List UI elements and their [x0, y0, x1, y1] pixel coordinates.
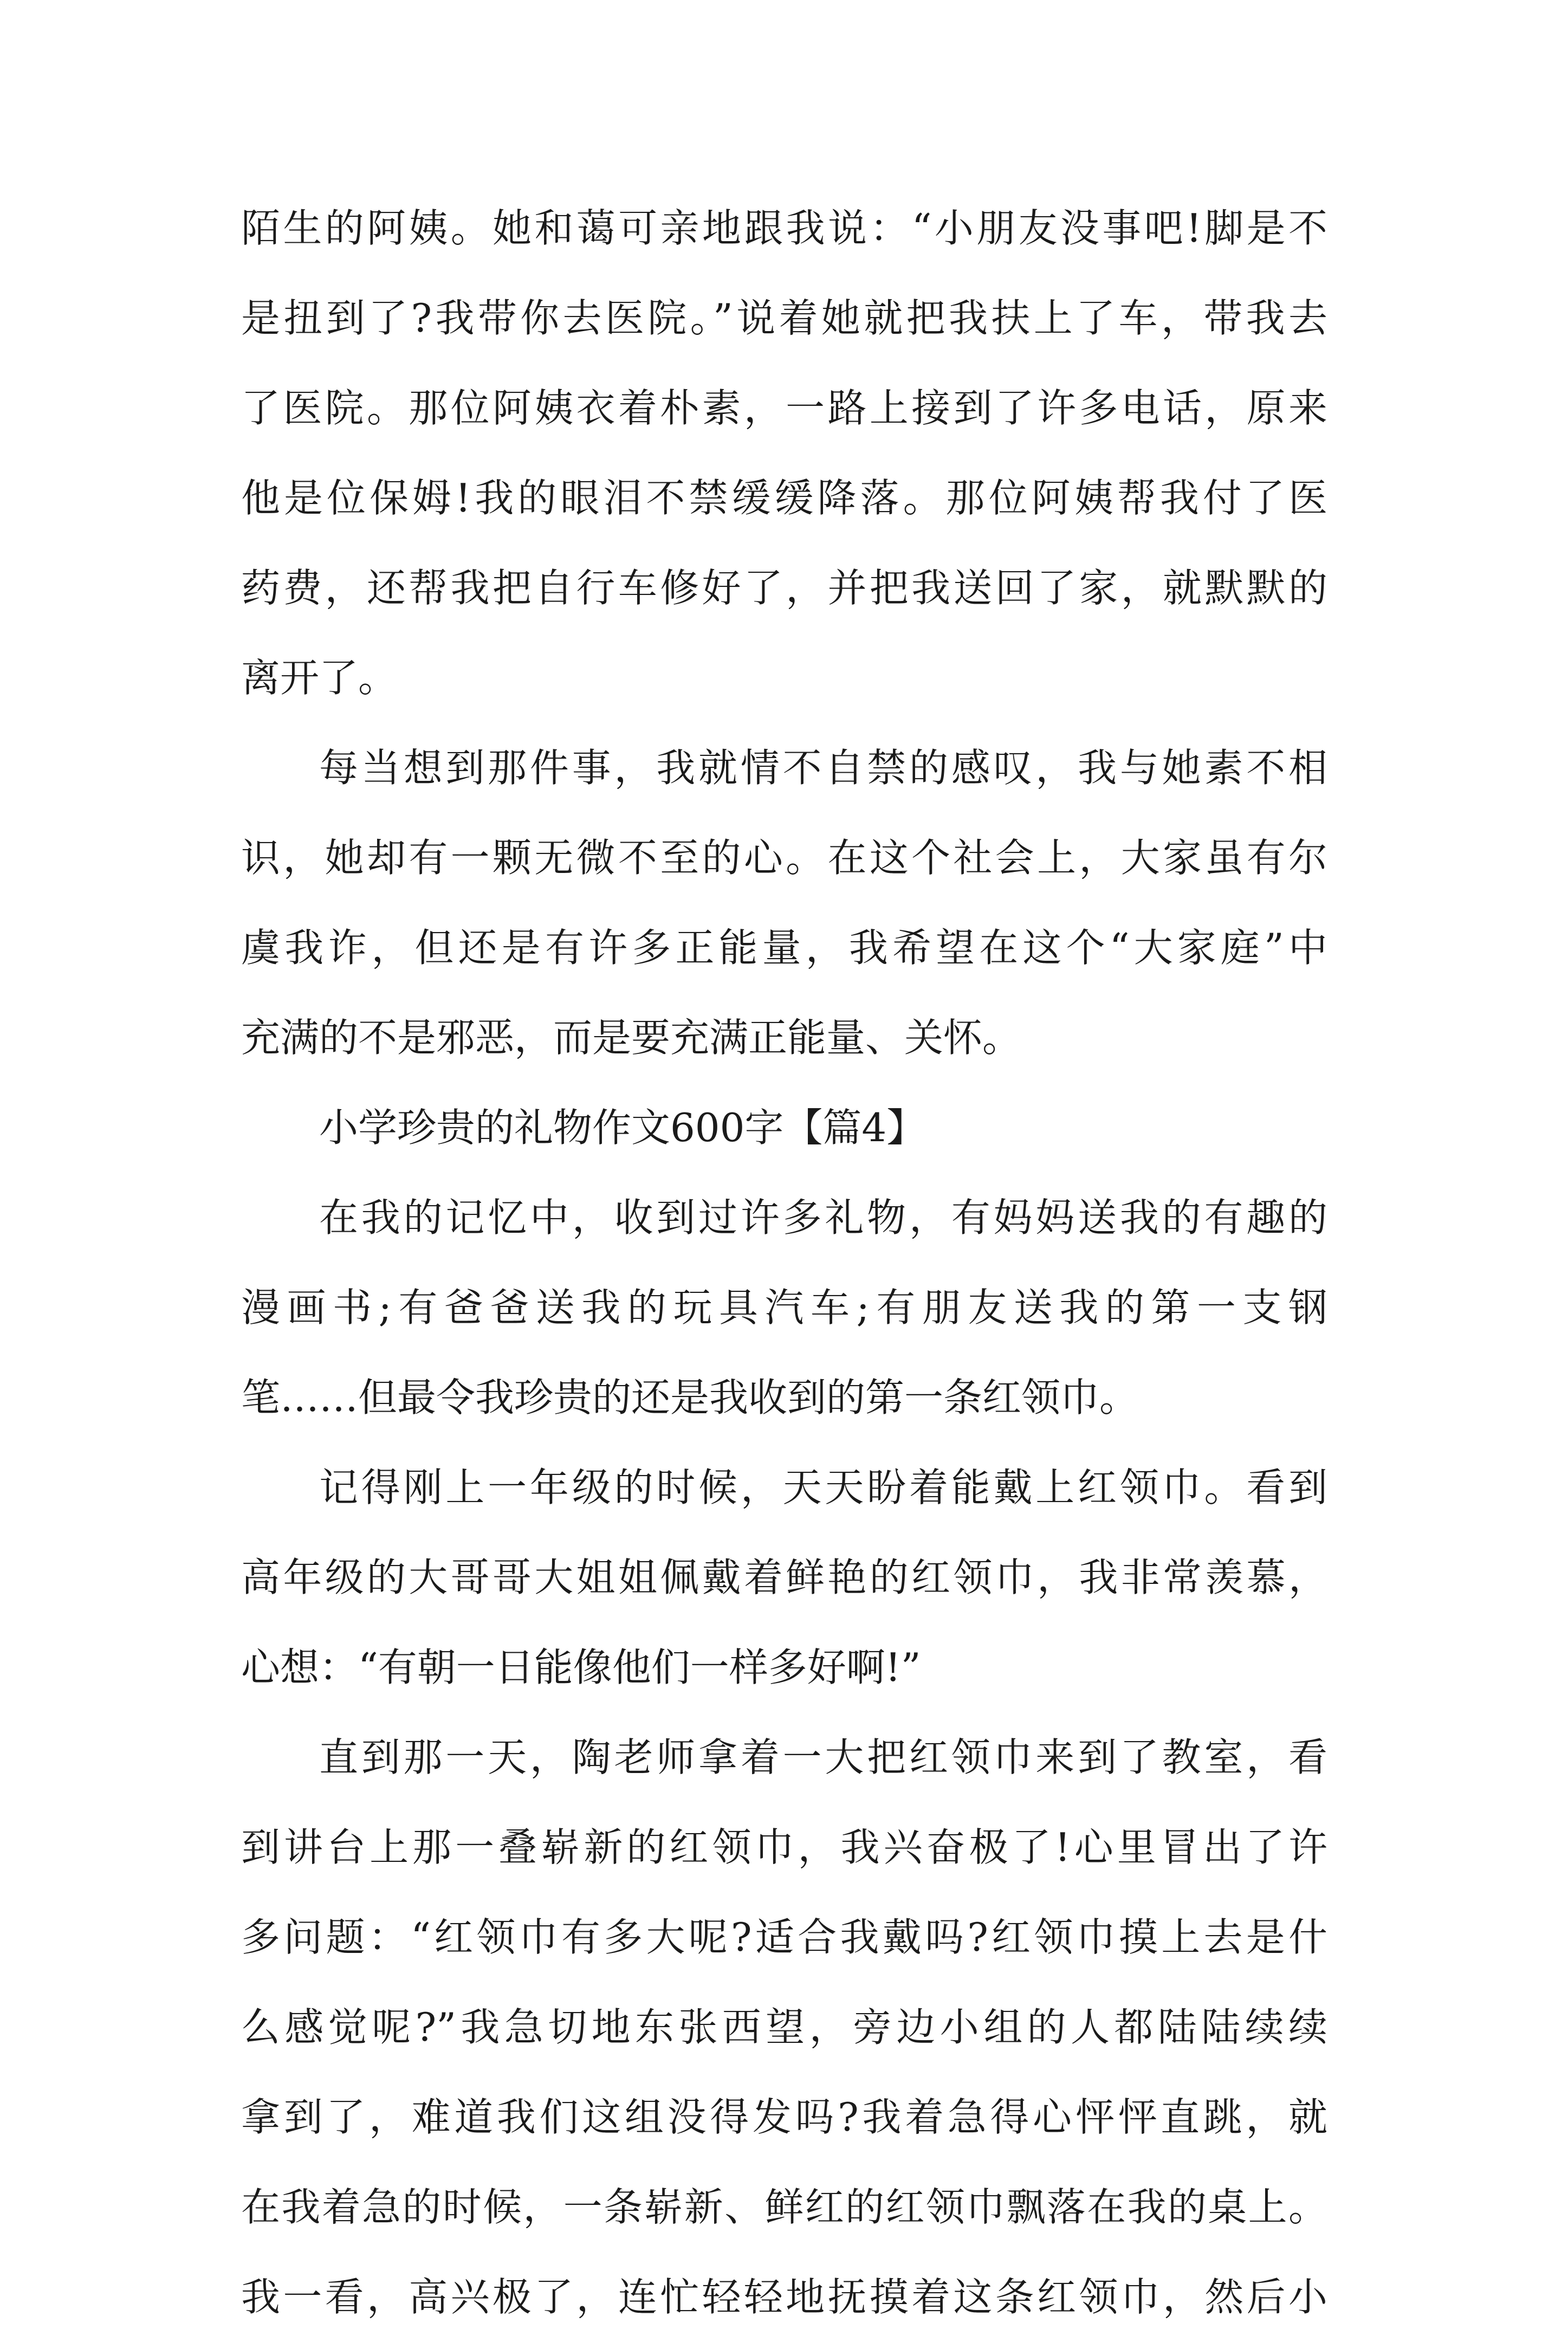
- section-heading: 小学珍贵的礼物作文600字【篇4】: [319, 1105, 926, 1150]
- text-line: 拿到了，难道我们这组没得发吗?我着急得心怦怦直跳，就: [241, 2094, 1327, 2140]
- text-line: 我一看，高兴极了，连忙轻轻地抚摸着这条红领巾，然后小: [241, 2274, 1327, 2320]
- text-line: 识，她却有一颗无微不至的心。在这个社会上，大家虽有尔: [241, 835, 1327, 881]
- text-line: 充满的不是邪恶，而是要充满正能量、关怀。: [241, 1015, 1022, 1060]
- text-line: 高年级的大哥哥大姐姐佩戴着鲜艳的红领巾，我非常羡慕，: [241, 1555, 1327, 1600]
- text-line: 笔……但最令我珍贵的还是我收到的第一条红领巾。: [241, 1375, 1139, 1420]
- text-line: 么感觉呢?”我急切地东张西望，旁边小组的人都陆陆续续: [241, 2004, 1327, 2050]
- text-line: 了医院。那位阿姨衣着朴素，一路上接到了许多电话，原来: [241, 385, 1327, 431]
- text-line: 记得刚上一年级的时候，天天盼着能戴上红领巾。看到: [319, 1465, 1327, 1510]
- text-line: 是扭到了?我带你去医院。”说着她就把我扶上了车，带我去: [241, 295, 1327, 341]
- text-line: 虞我诈，但还是有许多正能量，我希望在这个“大家庭”中: [241, 925, 1327, 971]
- text-line: 药费，还帮我把自行车修好了，并把我送回了家，就默默的: [241, 565, 1327, 611]
- text-line: 心想：“有朝一日能像他们一样多好啊!”: [241, 1645, 921, 1690]
- text-line: 离开了。: [241, 655, 398, 701]
- text-line: 每当想到那件事，我就情不自禁的感叹，我与她素不相: [319, 745, 1327, 791]
- text-line: 直到那一天，陶老师拿着一大把红领巾来到了教室，看: [319, 1735, 1327, 1780]
- text-line: 在我的记忆中，收到过许多礼物，有妈妈送我的有趣的: [319, 1195, 1327, 1240]
- text-line: 在我着急的时候，一条崭新、鲜红的红领巾飘落在我的桌上。: [241, 2184, 1327, 2230]
- document-body: [241, 183, 1327, 2342]
- text-line: 漫画书;有爸爸送我的玩具汽车;有朋友送我的第一支钢: [241, 1285, 1327, 1330]
- text-line: 多问题：“红领巾有多大呢?适合我戴吗?红领巾摸上去是什: [241, 1914, 1327, 1960]
- text-line: 他是位保姆!我的眼泪不禁缓缓降落。那位阿姨帮我付了医: [241, 475, 1327, 521]
- text-line: 陌生的阿姨。她和蔼可亲地跟我说：“小朋友没事吧!脚是不: [241, 205, 1327, 251]
- text-line: 到讲台上那一叠崭新的红领巾，我兴奋极了!心里冒出了许: [241, 1825, 1327, 1870]
